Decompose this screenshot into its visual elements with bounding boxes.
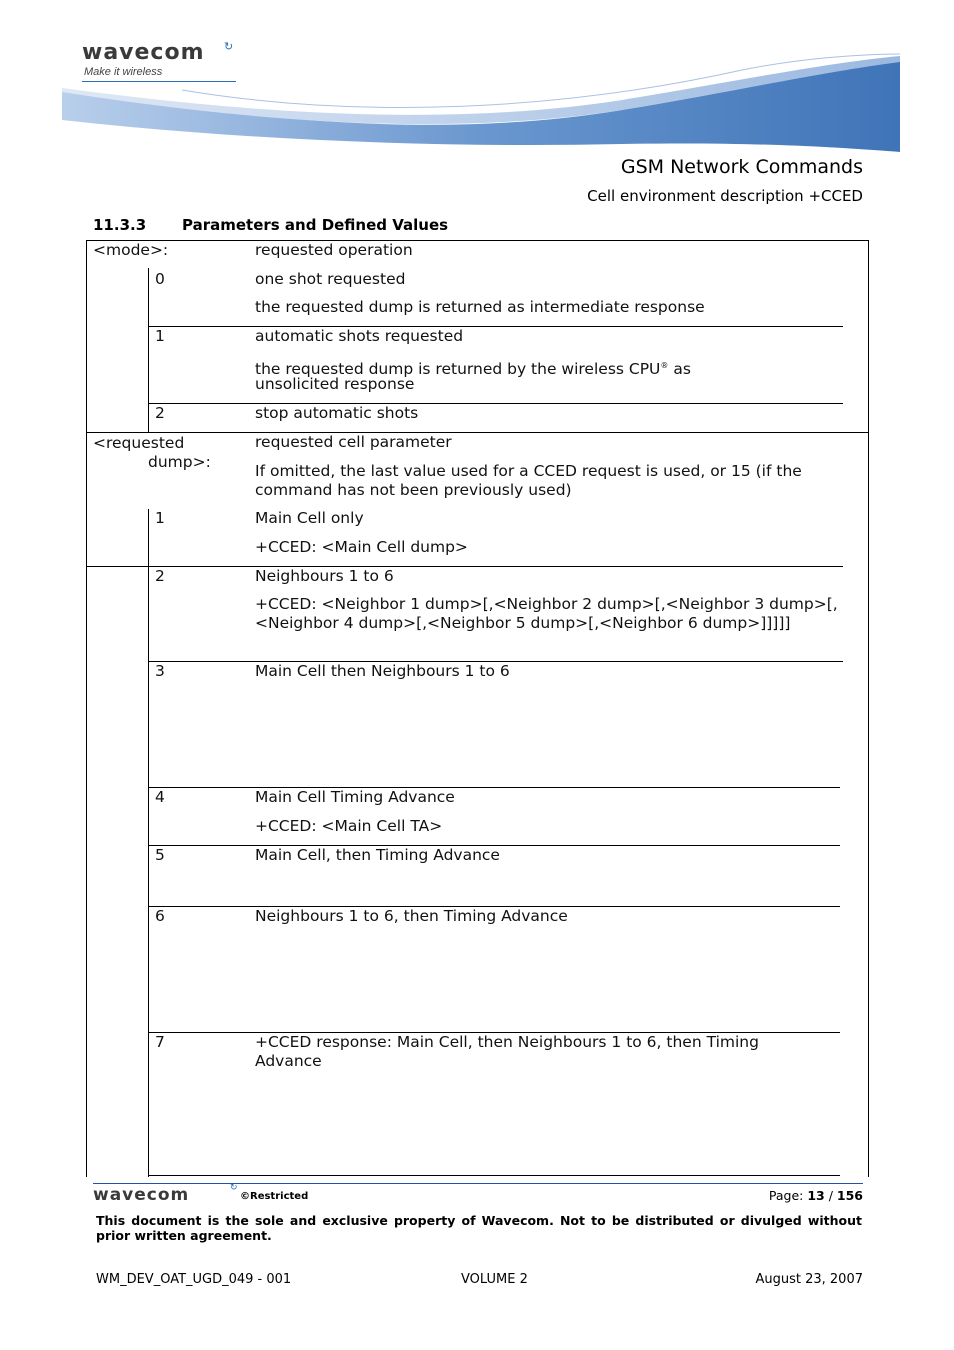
value-note: +CCED: <Main Cell TA>	[255, 817, 443, 835]
note-text: as	[668, 360, 691, 379]
value-desc: one shot requested	[255, 270, 406, 288]
value-key: 6	[155, 907, 165, 925]
restricted-label: ©Restricted	[240, 1191, 309, 1202]
value-key: 4	[155, 788, 165, 806]
value-desc: automatic shots requested	[255, 327, 464, 345]
param-note: If omitted, the last value used for a CCED request is used, or 15 (if the command has not been previously used)	[255, 462, 802, 499]
volume-label: VOLUME 2	[461, 1272, 528, 1287]
row-divider	[86, 566, 843, 567]
row-divider	[148, 326, 843, 327]
page-total: 156	[836, 1188, 863, 1203]
logo-tagline: Make it wireless	[84, 66, 163, 78]
value-key: 2	[155, 567, 165, 585]
page-separator: /	[824, 1188, 837, 1203]
footer-wavecom-logo: wavecom	[93, 1185, 190, 1205]
value-desc: Main Cell Timing Advance	[255, 788, 455, 806]
param-desc: requested cell parameter	[255, 433, 452, 451]
value-key: 0	[155, 270, 165, 288]
document-id: WM_DEV_OAT_UGD_049 - 001	[96, 1272, 292, 1287]
wavecom-logo: wavecom	[82, 40, 205, 65]
value-note: +CCED: <Neighbor 1 dump>[,<Neighbor 2 dump>[,<Neighbor 3 dump>[,<Neighbor 4 dump>[,<Neighbor 5 dump>[,<Neighbor 6 dump>]]]]]	[255, 595, 838, 632]
logo-swirl-icon: ↻	[224, 40, 234, 53]
table-left-border	[86, 240, 87, 1177]
row-divider	[148, 1175, 840, 1176]
param-name-mode: <mode>:	[93, 241, 169, 259]
param-name-dump: <requested	[93, 434, 185, 452]
value-note: unsolicited response	[255, 375, 415, 393]
section-divider	[86, 432, 869, 433]
footer-logo-swirl-icon: ↻	[230, 1183, 238, 1193]
header-banner-swoosh	[62, 50, 900, 155]
section-heading	[93, 216, 448, 234]
param-desc: requested operation	[255, 241, 413, 259]
note-text: the requested dump is returned by the wireless CPU	[255, 360, 661, 379]
value-note: +CCED: <Main Cell dump>	[255, 538, 468, 556]
param-name-dump: dump>:	[148, 453, 211, 471]
confidentiality-notice: This document is the sole and exclusive property of Wavecom. Not to be distributed or divulged without prior written agreement.	[96, 1213, 862, 1243]
value-desc: stop automatic shots	[255, 404, 419, 422]
document-date: August 23, 2007	[755, 1272, 863, 1287]
value-key: 7	[155, 1033, 165, 1051]
value-desc: +CCED response: Main Cell, then Neighbours 1 to 6, then Timing Advance	[255, 1033, 759, 1070]
value-desc: Main Cell, then Timing Advance	[255, 846, 500, 864]
table-top-border	[86, 240, 869, 241]
section-title: Parameters and Defined Values	[182, 216, 449, 234]
value-desc: Neighbours 1 to 6, then Timing Advance	[255, 907, 568, 925]
row-divider	[148, 403, 843, 404]
value-key: 1	[155, 509, 165, 527]
value-desc: Main Cell then Neighbours 1 to 6	[255, 662, 510, 680]
value-key: 2	[155, 404, 165, 422]
header-subtitle: Cell environment description +CCED	[587, 187, 863, 205]
row-divider	[148, 787, 840, 788]
header-title: GSM Network Commands	[620, 156, 863, 178]
registered-mark: ®	[660, 361, 669, 370]
value-key: 3	[155, 662, 165, 680]
mode-inner-left-border	[148, 268, 149, 432]
page-current: 13	[807, 1188, 825, 1203]
table-right-border	[868, 240, 869, 1177]
page-number	[769, 1188, 863, 1203]
value-note: the requested dump is returned as intermediate response	[255, 298, 705, 316]
dump-inner-left-border	[148, 509, 149, 1177]
value-desc: Main Cell only	[255, 509, 364, 527]
footer-rule	[93, 1183, 863, 1184]
page-label: Page:	[768, 1188, 808, 1203]
section-number: 11.3.3	[93, 216, 147, 234]
value-key: 1	[155, 327, 165, 345]
value-desc: Neighbours 1 to 6	[255, 567, 394, 585]
value-key: 5	[155, 846, 165, 864]
